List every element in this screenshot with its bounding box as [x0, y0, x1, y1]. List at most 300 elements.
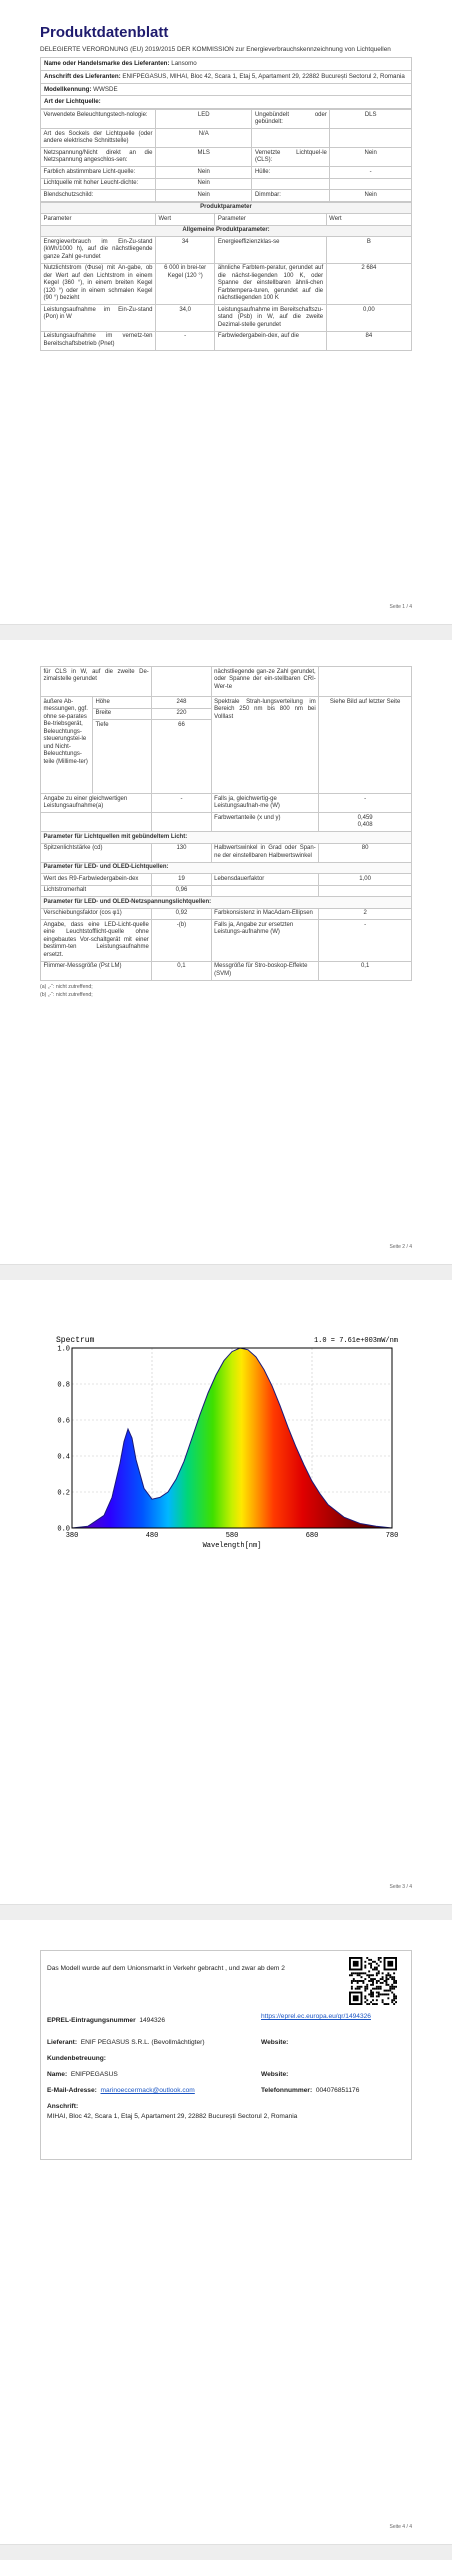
qr-module	[380, 1988, 382, 1990]
spectral-value: Siehe Bild auf letzter Seite	[319, 697, 412, 794]
y-tick-label: 0.2	[57, 1489, 70, 1498]
qr-module	[384, 2003, 386, 2005]
qr-module	[382, 1972, 384, 1974]
qr-module	[387, 1972, 389, 1974]
r9-label: Wert des R9-Farbwiedergabein-dex	[41, 874, 152, 886]
qr-module	[351, 1986, 353, 1988]
ls-label: Netzspannung/Nicht direkt an die Netzspannung angeschlos-sen:	[41, 148, 156, 167]
qr-module	[374, 1967, 376, 1969]
qr-module	[376, 1974, 378, 1976]
qr-module	[370, 1974, 372, 1976]
param-label-2: Energieeffizienzklas-se	[215, 237, 326, 264]
chart-legend: 1.0 = 7.61e+003mW/nm	[313, 1337, 398, 1345]
qr-module	[361, 1972, 363, 1974]
page-number: Seite 2 / 4	[389, 1243, 412, 1250]
qr-module	[376, 2003, 378, 2005]
qr-module	[393, 2003, 395, 2005]
qr-module	[362, 1982, 364, 1984]
qr-module	[359, 1980, 361, 1982]
qr-module	[391, 1984, 393, 1986]
qr-module	[387, 1990, 389, 1992]
qr-module	[378, 1965, 380, 1967]
qr-module	[353, 1972, 355, 1974]
ls-label-2: Hülle:	[252, 167, 330, 179]
qr-module	[387, 2003, 389, 2005]
qr-module	[395, 1986, 397, 1988]
supplier-label: Lieferant:	[47, 2039, 78, 2046]
qr-module	[372, 1982, 374, 1984]
qr-module	[393, 1986, 395, 1988]
param-label: Nutzlichtstrom (Φuse) mit An-gabe, ob der Wert auf den Lichtstrom in einem Kegel (360 °), in einem breiten Kegel (120 °) oder in einem schmalen Kegel (90 °) bezieht	[41, 263, 156, 305]
qr-module	[393, 1978, 395, 1980]
x-tick-label: 480	[145, 1532, 159, 1540]
qr-module	[376, 1988, 378, 1990]
qr-module	[370, 1967, 372, 1969]
customer-service-row	[47, 2055, 106, 2063]
contact-name-row	[47, 2071, 118, 2079]
replacement-label: Angabe, dass eine LED-Licht-quelle eine Leuchtstofflicht-quelle ohne eingebautes Vor-schaltgerät mit einer bestimm-ten Leistungsaufnahme ersetzt.	[41, 920, 152, 962]
x-tick-label: 680	[305, 1532, 319, 1540]
qr-module	[395, 1997, 397, 1999]
qr-module	[374, 1978, 376, 1980]
qr-module	[380, 1978, 382, 1980]
col-param-2: Parameter	[215, 214, 326, 226]
ls-label: Verwendete Beleuchtungstech-nologie:	[41, 110, 156, 129]
qr-module	[364, 1997, 366, 1999]
qr-module	[370, 1992, 372, 1994]
qr-module	[361, 1980, 363, 1982]
col-value-1: Wert	[156, 214, 215, 226]
flicker-value: 0,1	[152, 961, 211, 980]
qr-module	[351, 1980, 353, 1982]
qr-module	[370, 1965, 372, 1967]
qr-module	[370, 1959, 372, 1961]
supplier-name-label: Name oder Handelsmarke des Lieferanten:	[44, 60, 170, 68]
qr-module	[395, 1980, 397, 1982]
qr-module	[385, 1974, 387, 1976]
qr-module	[382, 2001, 384, 2003]
qr-module	[389, 1976, 391, 1978]
qr-module	[387, 1984, 389, 1986]
market-intro: Das Modell wurde auf dem Unionsmarkt in Verkehr gebracht , und zwar ab dem 2	[47, 1965, 285, 1972]
standby-net-label: für CLS in W, auf die zweite De-zimalstelle gerundet	[41, 667, 152, 697]
qr-module	[378, 1980, 380, 1982]
general-param-row	[41, 305, 412, 332]
eprel-label: EPREL-Eintragungsnummer	[47, 2017, 136, 2024]
page-2	[0, 640, 452, 1265]
qr-module	[370, 2001, 372, 2003]
qr-module	[387, 1997, 389, 1999]
qr-module	[382, 1993, 384, 1995]
qr-module	[376, 1963, 378, 1965]
x-tick-label: 580	[225, 1532, 239, 1540]
x-tick-label: 380	[65, 1532, 79, 1540]
qr-module	[370, 1984, 372, 1986]
qr-module	[376, 1992, 378, 1994]
qr-module	[370, 1963, 372, 1965]
param-value-2: 2 684	[326, 263, 411, 305]
supplier-row	[47, 2039, 205, 2047]
qr-module	[391, 2001, 393, 2003]
qr-module	[385, 1984, 387, 1986]
footnote-b: (b) „-“: nicht zutreffend;	[40, 992, 93, 998]
qr-module	[391, 1976, 393, 1978]
peak-intensity-value: 130	[152, 843, 211, 862]
ls-value-2: Nein	[330, 190, 412, 202]
qr-module	[366, 2003, 368, 2005]
ls-value-2: Nein	[330, 148, 412, 167]
website-row	[261, 2039, 288, 2047]
email-row	[47, 2087, 195, 2095]
qr-module	[359, 1986, 361, 1988]
qr-module	[389, 1988, 391, 1990]
col-param-1: Parameter	[41, 214, 156, 226]
qr-module	[361, 1986, 363, 1988]
empty-cell	[319, 885, 412, 897]
qr-module	[362, 1972, 364, 1974]
qr-module	[376, 1995, 378, 1997]
qr-module	[378, 1970, 380, 1972]
qr-module	[393, 1976, 395, 1978]
website-label: Website:	[261, 2039, 289, 2046]
ls-label-2: Ungebündelt oder gebündelt:	[252, 110, 330, 129]
supplier-address: ENIFPEGASUS, MIHAI, Bloc 42, Scara 1, Etaj 5, Apartament 29, 22882 București Sectorul 2, Romania	[122, 72, 405, 80]
qr-module	[378, 1993, 380, 1995]
qr-module	[372, 1980, 374, 1982]
equiv-power-right-label: Falls ja, gleichwertig-ge Leistungsaufnah-me (W)	[211, 794, 319, 813]
qr-module	[380, 1982, 382, 1984]
qr-module	[364, 1972, 366, 1974]
qr-module	[395, 1982, 397, 1984]
replacement-right-label: Falls ja, Angabe zur ersetzten Leistungs-aufnahme (W)	[211, 920, 319, 962]
qr-module	[359, 1988, 361, 1990]
col-value-2: Wert	[326, 214, 411, 226]
qr-module	[393, 1980, 395, 1982]
cri-label-cont: nächstliegende gan-ze Zahl gerundet, oder Spanne der ein-stellbaren CRI-Wer-te	[211, 667, 319, 697]
qr-module	[351, 1982, 353, 1984]
qr-code-icon	[349, 1957, 397, 2005]
y-tick-label: 0.0	[57, 1525, 70, 1534]
stroboscopic-value: 0,1	[319, 961, 412, 980]
qr-module	[370, 1980, 372, 1982]
y-tick-label: 0.8	[57, 1381, 70, 1390]
qr-module	[378, 1986, 380, 1988]
qr-module	[387, 1993, 389, 1995]
eprel-number: 1494326	[139, 2017, 166, 2024]
qr-module	[368, 1980, 370, 1982]
model-row	[41, 84, 411, 97]
qr-module	[364, 1961, 366, 1963]
general-param-row	[41, 331, 412, 350]
ls-label-2: Vernetzte Lichtquel-le (CLS):	[252, 148, 330, 167]
dim-height-label: Höhe	[92, 697, 151, 709]
y-tick-label: 0.4	[57, 1453, 70, 1462]
qr-module	[355, 1972, 357, 1974]
email-link[interactable]: marinoeccermack@outlook.com	[100, 2087, 195, 2094]
dim-depth-value: 66	[152, 720, 211, 794]
qr-module	[372, 1995, 374, 1997]
qr-module	[357, 1988, 359, 1990]
lumen-maint-value: 0,96	[152, 885, 211, 897]
qr-module	[372, 1992, 374, 1994]
qr-module	[372, 1961, 374, 1963]
qr-module	[380, 1993, 382, 1995]
qr-module	[370, 1993, 372, 1995]
chromaticity-value: 0,459 0,408	[319, 813, 412, 832]
x-tick-label: 780	[385, 1532, 399, 1540]
page-1-content	[40, 24, 412, 351]
replacement-value: -(b)	[152, 920, 211, 962]
light-source-table	[40, 109, 412, 202]
qr-module	[349, 1974, 351, 1976]
general-params-title: Allgemeine Produktparameter:	[41, 225, 412, 237]
qr-module	[382, 1978, 384, 1980]
ls-label: Farblich abstimmbare Licht-quelle:	[41, 167, 156, 179]
qr-module	[391, 1999, 393, 2001]
empty-cell	[152, 667, 211, 697]
qr-module	[353, 1978, 355, 1980]
customer-service-label: Kundenbetreuung:	[47, 2055, 106, 2062]
phone-row	[261, 2087, 359, 2095]
page-number: Seite 3 / 4	[389, 1883, 412, 1890]
qr-module	[393, 1972, 395, 1974]
qr-module	[395, 1995, 397, 1997]
qr-module	[385, 1980, 387, 1982]
contact-name-value: ENIFPEGASUS	[70, 2071, 118, 2078]
qr-module	[376, 1999, 378, 2001]
phone-value: 004076851176	[315, 2087, 360, 2094]
equiv-power-label: Angabe zu einer gleichwertigen Leistungsaufnahme(a)	[41, 794, 152, 813]
qr-module	[385, 1978, 387, 1980]
qr-module	[378, 1992, 380, 1994]
qr-module	[376, 1980, 378, 1982]
qr-module	[366, 1984, 368, 1986]
qr-module	[378, 1988, 380, 1990]
qr-module	[374, 1969, 376, 1971]
qr-module	[376, 1969, 378, 1971]
qr-module	[353, 1980, 355, 1982]
regulation-text: DELEGIERTE VERORDNUNG (EU) 2019/2015 DER KOMMISSION zur Energieverbrauchskennzeichnung von Lichtquellen	[40, 45, 391, 53]
qr-module	[372, 1978, 374, 1980]
qr-module	[353, 1995, 359, 2001]
qr-module	[387, 1978, 389, 1980]
y-tick-label: 1.0	[57, 1345, 70, 1354]
qr-module	[364, 1978, 366, 1980]
param-label: Energieverbrauch im Ein-Zu-stand (kWh/1000 h), auf die nächstliegende ganze Zahl ge-rundet	[41, 237, 156, 264]
qr-module	[393, 1999, 395, 2001]
ls-value: Nein	[156, 190, 252, 202]
qr-module	[364, 1995, 366, 1997]
qr-module	[393, 1997, 395, 1999]
qr-module	[393, 1988, 395, 1990]
continued-params-table	[40, 666, 412, 981]
dim-height-value: 248	[152, 697, 211, 709]
contact-name-label: Name:	[47, 2071, 68, 2078]
qr-module	[366, 1974, 368, 1976]
qr-module	[364, 1965, 366, 1967]
supplier-address-label: Anschrift des Lieferanten:	[44, 72, 121, 80]
website2-label: Website:	[261, 2071, 289, 2078]
empty-cell	[319, 667, 412, 697]
eprel-row	[47, 2017, 165, 2025]
peak-intensity-label: Spitzenlichtstärke (cd)	[41, 843, 152, 862]
qr-module	[351, 1974, 353, 1976]
qr-module	[387, 1961, 393, 1967]
qr-module	[357, 1974, 359, 1976]
qr-module	[368, 1976, 370, 1978]
qr-module	[391, 1992, 393, 1994]
qr-module	[351, 1988, 353, 1990]
chart-title: Spectrum	[56, 1336, 95, 1345]
bundled-section-title: Parameter für Lichtquellen mit gebündeltem Licht:	[41, 832, 412, 844]
ls-value-2: -	[330, 167, 412, 179]
equiv-power-value: -	[152, 794, 211, 813]
spectrum-chart	[52, 1330, 402, 1550]
spectral-label: Spektrale Strah-lungsverteilung im Bereich 250 nm bis 800 nm bei Volllast	[211, 697, 319, 794]
qr-module	[376, 1972, 378, 1974]
qr-module	[389, 1986, 391, 1988]
page-2-content	[40, 666, 412, 999]
model-value: WWSDE	[93, 85, 118, 93]
stroboscopic-label: Messgröße für Stro-boskop-Effekte (SVM)	[211, 961, 319, 980]
qr-module	[378, 1972, 380, 1974]
general-param-row	[41, 263, 412, 305]
doc-title: Produktdatenblatt	[40, 24, 169, 41]
qr-module	[372, 1993, 374, 1995]
ls-value-2: DLS	[330, 110, 412, 129]
supplier-block	[40, 57, 412, 109]
empty-cell	[152, 813, 211, 832]
supplier-name-row	[41, 58, 411, 71]
page-number: Seite 4 / 4	[389, 2523, 412, 2530]
qr-module	[380, 1986, 382, 1988]
displacement-value: 0,92	[152, 908, 211, 920]
empty-cell	[41, 813, 152, 832]
email-label: E-Mail-Adresse:	[47, 2087, 97, 2094]
qr-module	[389, 1974, 391, 1976]
ls-label: Blendschutzschild:	[41, 190, 156, 202]
qr-module	[380, 1957, 382, 1959]
mains-section-title: Parameter für LED- und OLED-Netzspannungslichtquellen:	[41, 897, 412, 909]
survival-value: 1,00	[319, 874, 412, 886]
param-value: -	[156, 331, 215, 350]
dimensions-label: äußere Ab-messungen, ggf. ohne se-parates Be-triebsgerät, Beleuchtungs-steuerungstei-le und Nicht-Beleuchtungs-teile (Millime-ter)	[41, 697, 93, 794]
general-param-row	[41, 237, 412, 264]
qr-module	[372, 1969, 374, 1971]
qr-module	[385, 1976, 387, 1978]
phone-label: Telefonnummer:	[261, 2087, 313, 2094]
website2-row	[261, 2071, 288, 2079]
address-row	[47, 2103, 78, 2111]
displacement-label: Verschiebungsfaktor (cos φ1)	[41, 908, 152, 920]
qr-module	[372, 2003, 374, 2005]
qr-module	[385, 2003, 387, 2005]
qr-module	[389, 1990, 391, 1992]
eprel-link[interactable]: https://eprel.ec.europa.eu/qr/1494326	[261, 2013, 371, 2020]
qr-module	[380, 1961, 382, 1963]
param-label: Leistungsaufnahme im Ein-Zu-stand (Pon) in W	[41, 305, 156, 332]
qr-module	[393, 1982, 395, 1984]
qr-module	[355, 1980, 357, 1982]
qr-module	[357, 1972, 359, 1974]
ls-value-2	[330, 129, 412, 148]
dim-width-value: 220	[152, 708, 211, 720]
spectrum-svg	[52, 1330, 402, 1550]
param-label-2: Leistungsaufnahme im Bereitschaftszu-stand (Psb) in W, auf die zweite Dezimal-stelle gerundet	[215, 305, 326, 332]
qr-module	[385, 1993, 387, 1995]
ls-value-2	[330, 178, 412, 190]
qr-module	[385, 1982, 387, 1984]
qr-module	[366, 1999, 368, 2001]
qr-module	[374, 1961, 376, 1963]
y-tick-label: 0.6	[57, 1417, 70, 1426]
dim-depth-label: Tiefe	[92, 720, 151, 794]
qr-module	[368, 1974, 370, 1976]
light-source-label: Art der Lichtquelle:	[44, 98, 101, 106]
qr-module	[359, 1974, 361, 1976]
qr-module	[357, 1982, 359, 1984]
qr-module	[372, 1999, 374, 2001]
supplier-address-row	[41, 71, 411, 84]
qr-module	[357, 1986, 359, 1988]
qr-module	[368, 2003, 370, 2005]
qr-module	[368, 1959, 370, 1961]
param-label-2: Farbwiedergabein-dex, auf die	[215, 331, 326, 350]
address-label: Anschrift:	[47, 2103, 79, 2110]
light-source-row	[41, 167, 412, 179]
qr-module	[372, 1988, 374, 1990]
ls-label: Lichtquelle mit hoher Leucht-dichte:	[41, 178, 156, 190]
qr-module	[382, 1982, 384, 1984]
qr-module	[385, 1990, 387, 1992]
qr-module	[384, 1990, 386, 1992]
dim-width-label: Breite	[92, 708, 151, 720]
qr-module	[384, 1980, 386, 1982]
lumen-maint-label: Lichtstromerhalt	[41, 885, 152, 897]
qr-module	[366, 1986, 368, 1988]
qr-module	[370, 1995, 372, 1997]
qr-module	[374, 1988, 376, 1990]
flicker-label: Flimmer-Messgröße (Pst LM)	[41, 961, 152, 980]
qr-module	[351, 1972, 353, 1974]
light-source-row	[41, 178, 412, 190]
qr-module	[364, 1988, 366, 1990]
replacement-right-value: -	[319, 920, 412, 962]
address-value: MIHAI, Bloc 42, Scara 1, Etaj 5, Apartament 29, 22882 București Sectorul 2, Romania	[47, 2113, 298, 2120]
ls-value: N/A	[156, 129, 252, 148]
qr-module	[359, 1972, 361, 1974]
qr-module	[366, 1957, 368, 1959]
param-value-2: 84	[326, 331, 411, 350]
qr-module	[378, 1959, 380, 1961]
x-axis-label: Wavelength[nm]	[202, 1542, 262, 1550]
param-label-2: ähnliche Farbtem-peratur, gerundet auf die nächst-liegenden 100 K, oder Spanne der einstellbaren ähnli-chen Farbtempera-turen, gerundet auf die nächstliegenden 100 K	[215, 263, 326, 305]
param-value: 34	[156, 237, 215, 264]
footnote-a: (a) „-“: nicht zutreffend;	[40, 983, 93, 990]
qr-module	[391, 1978, 393, 1980]
led-section-title: Parameter für LED- und OLED-Lichtquellen:	[41, 862, 412, 874]
param-value: 6 000 in brei-ter Kegel (120 °)	[156, 263, 215, 305]
qr-module	[366, 1988, 368, 1990]
qr-module	[364, 2001, 366, 2003]
page-4	[0, 1920, 452, 2545]
colour-consistency-value: 2	[319, 908, 412, 920]
qr-module	[372, 1974, 374, 1976]
qr-module	[353, 1961, 359, 1967]
qr-module	[382, 1999, 384, 2001]
survival-label: Lebensdauerfaktor	[211, 874, 319, 886]
qr-module	[376, 1986, 378, 1988]
